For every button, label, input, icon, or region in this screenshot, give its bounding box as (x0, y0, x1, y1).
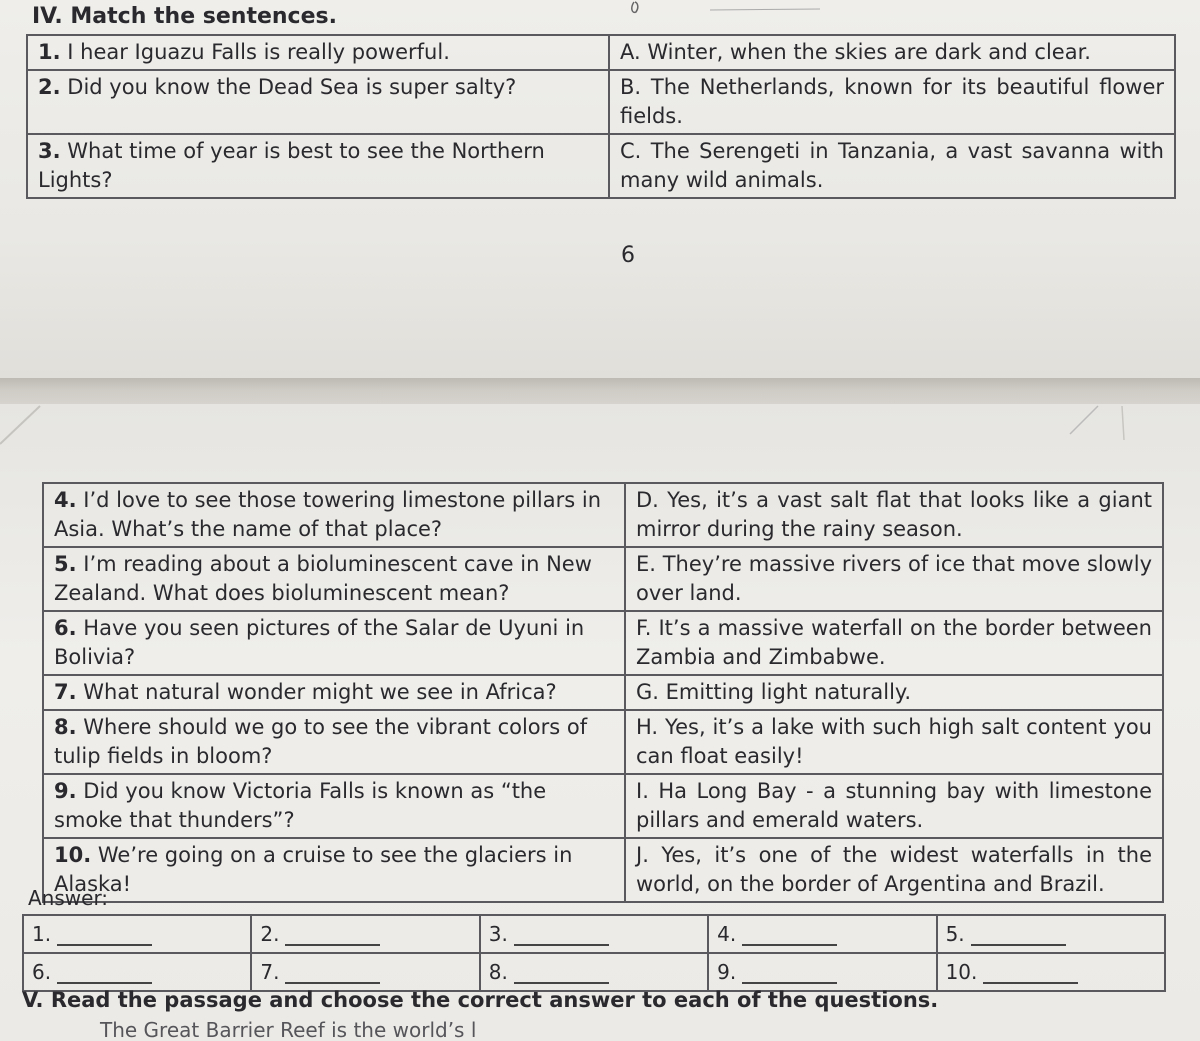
question-text: Did you know Victoria Falls is known as “the smoke that thunders”? (54, 779, 547, 832)
question-number: 6. (54, 616, 77, 640)
answer-option-cell: F. It’s a massive waterfall on the border between Zambia and Zimbabwe. (625, 611, 1163, 675)
answer-blank-cell[interactable] (23, 915, 251, 953)
passage-first-line: The Great Barrier Reef is the world’s l (100, 1018, 477, 1041)
answer-label: Answer: (28, 886, 109, 910)
answer-number: 10. (945, 960, 978, 984)
match-row (43, 774, 1163, 838)
answer-blank-line[interactable] (285, 964, 380, 984)
question-cell (43, 838, 625, 902)
question-text: What natural wonder might we see in Africa? (83, 680, 557, 704)
question-cell (43, 611, 625, 675)
match-row (27, 70, 1175, 134)
answer-number: 7. (260, 960, 280, 984)
question-text: Have you seen pictures of the Salar de Uyuni in Bolivia? (54, 616, 585, 669)
answer-option-cell: J. Yes, it’s one of the widest waterfalls in the world, on the border of Argentina and Brazil. (625, 838, 1163, 902)
answer-blank-cell[interactable] (937, 953, 1165, 991)
question-text: I’d love to see those towering limestone pillars in Asia. What’s the name of that place? (54, 488, 602, 541)
answer-blank-line[interactable] (57, 926, 152, 946)
question-cell (27, 35, 609, 70)
answer-blank-cell[interactable] (251, 915, 479, 953)
match-row (43, 611, 1163, 675)
answer-blank-line[interactable] (742, 964, 837, 984)
answer-number: 3. (488, 922, 508, 946)
answer-option-cell: C. The Serengeti in Tanzania, a vast savanna with many wild animals. (609, 134, 1175, 198)
answer-blank-cell[interactable] (480, 953, 708, 991)
question-number: 1. (38, 40, 61, 64)
answer-number: 4. (717, 922, 737, 946)
match-row (27, 134, 1175, 198)
answer-blank-line[interactable] (285, 926, 380, 946)
answer-row (23, 953, 1165, 991)
answer-option-cell: A. Winter, when the skies are dark and clear. (609, 35, 1175, 70)
answer-blank-cell[interactable] (251, 953, 479, 991)
question-cell (27, 134, 609, 198)
question-text: Did you know the Dead Sea is super salty? (67, 75, 517, 99)
question-number: 2. (38, 75, 61, 99)
answer-number: 8. (488, 960, 508, 984)
question-number: 7. (54, 680, 77, 704)
answer-option-cell: B. The Netherlands, known for its beautiful flower fields. (609, 70, 1175, 134)
question-number: 5. (54, 552, 77, 576)
question-cell (43, 483, 625, 547)
match-row (27, 35, 1175, 70)
match-row (43, 838, 1163, 902)
question-cell (43, 710, 625, 774)
answer-blank-line[interactable] (57, 964, 152, 984)
question-text: I’m reading about a bioluminescent cave in New Zealand. What does bioluminescent mean? (54, 552, 592, 605)
answer-option-cell: I. Ha Long Bay - a stunning bay with limestone pillars and emerald waters. (625, 774, 1163, 838)
match-table-top (26, 34, 1176, 199)
match-table-bottom (42, 482, 1164, 903)
match-row (43, 675, 1163, 710)
answer-number: 2. (260, 922, 280, 946)
question-number: 8. (54, 715, 77, 739)
question-text: I hear Iguazu Falls is really powerful. (67, 40, 450, 64)
answer-option-cell: G. Emitting light naturally. (625, 675, 1163, 710)
section-title: IV. Match the sentences. (32, 4, 337, 29)
question-cell (27, 70, 609, 134)
answer-blank-line[interactable] (742, 926, 837, 946)
answer-blank-cell[interactable] (23, 953, 251, 991)
question-number: 10. (54, 843, 92, 867)
answer-blank-cell[interactable] (708, 953, 936, 991)
answer-blank-cell[interactable] (480, 915, 708, 953)
answer-blank-line[interactable] (983, 964, 1078, 984)
answer-blank-cell[interactable] (708, 915, 936, 953)
worksheet-page-top (0, 0, 1200, 392)
pen-scribble (620, 0, 840, 20)
answer-number: 1. (32, 922, 52, 946)
page-number: 6 (621, 243, 635, 268)
answer-blank-line[interactable] (514, 964, 609, 984)
answer-number: 5. (945, 922, 965, 946)
answer-blank-line[interactable] (514, 926, 609, 946)
worksheet-page-bottom (0, 404, 1200, 1041)
answer-row (23, 915, 1165, 953)
paper-fold-lines (0, 404, 1200, 464)
question-number: 4. (54, 488, 77, 512)
question-text: Where should we go to see the vibrant colors of tulip fields in bloom? (54, 715, 588, 768)
answer-option-cell: E. They’re massive rivers of ice that move slowly over land. (625, 547, 1163, 611)
answer-blank-cell[interactable] (937, 915, 1165, 953)
answer-grid (22, 914, 1166, 992)
match-row (43, 483, 1163, 547)
question-cell (43, 774, 625, 838)
section-v-title: V. Read the passage and choose the correct answer to each of the questions. (22, 988, 939, 1012)
answer-number: 6. (32, 960, 52, 984)
match-row (43, 547, 1163, 611)
answer-number: 9. (717, 960, 737, 984)
answer-option-cell: D. Yes, it’s a vast salt flat that looks like a giant mirror during the rainy season. (625, 483, 1163, 547)
question-cell (43, 675, 625, 710)
question-cell (43, 547, 625, 611)
question-number: 3. (38, 139, 61, 163)
question-text: What time of year is best to see the Northern Lights? (38, 139, 545, 192)
answer-option-cell: H. Yes, it’s a lake with such high salt content you can float easily! (625, 710, 1163, 774)
answer-blank-line[interactable] (971, 926, 1066, 946)
question-number: 9. (54, 779, 77, 803)
question-text: We’re going on a cruise to see the glaciers in Alaska! (54, 843, 573, 896)
match-row (43, 710, 1163, 774)
